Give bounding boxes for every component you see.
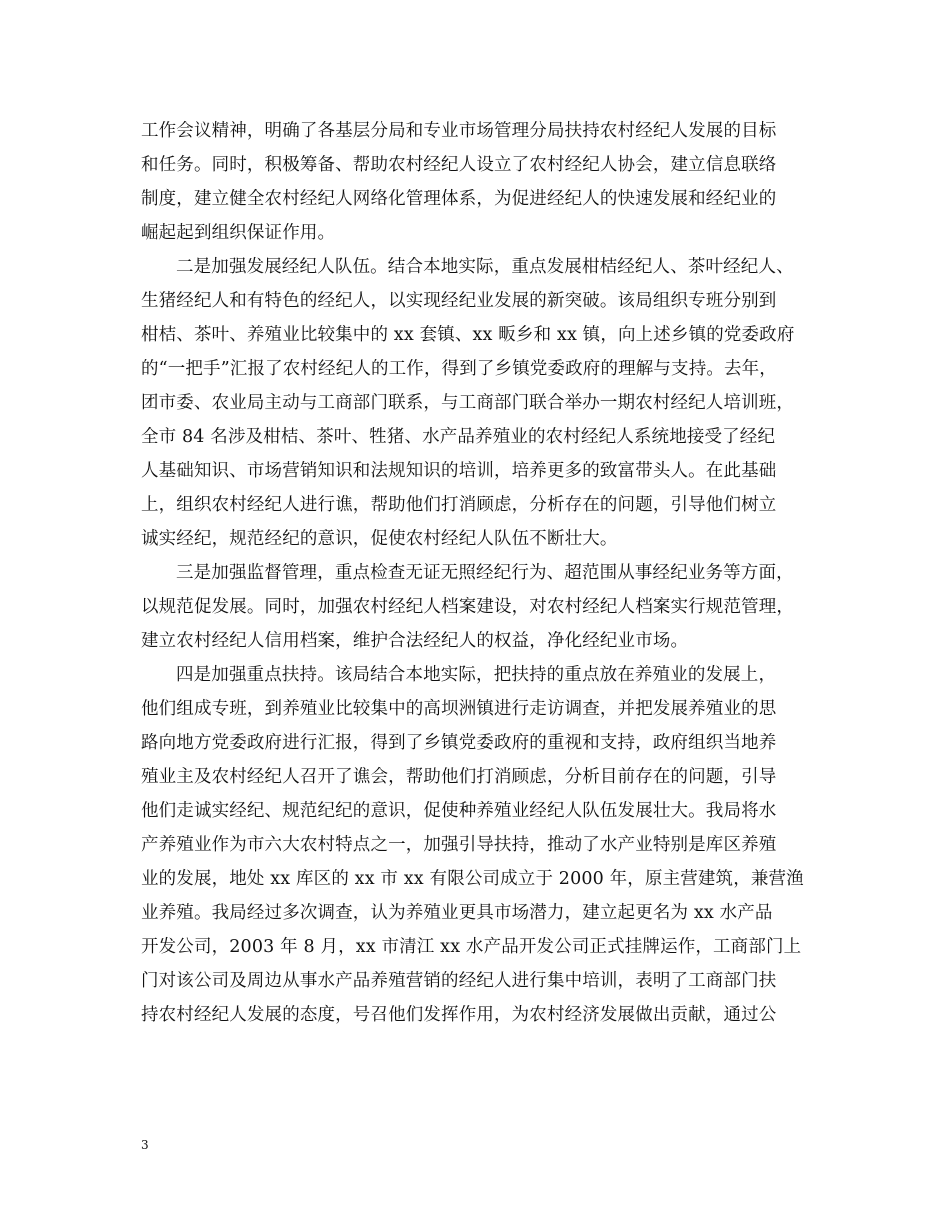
text-line: 制度，建立健全农村经纪人网络化管理体系，为促进经纪人的快速发展和经纪业的 [141,189,777,209]
body-text [141,114,821,1032]
text-line: 开发公司，2003 年 8 月，xx 市清江 xx 水产品开发公司正式挂牌运作，工商部门上 [141,937,802,957]
text-line: 和任务。同时，积极筹备、帮助农村经纪人设立了农村经纪人协会，建立信息联络 [141,155,777,175]
text-line: 的“一把手”汇报了农村经纪人的工作，得到了乡镇党委政府的理解与支持。去年， [141,359,777,379]
text-line: 柑桔、茶叶、养殖业比较集中的 xx 套镇、xx 畈乡和 xx 镇，向上述乡镇的党委政府 [141,325,795,345]
text-line: 他们组成专班，到养殖业比较集中的高坝洲镇进行走访调查，并把发展养殖业的思 [141,699,777,719]
text-line: 他们走诚实经纪、规范纪纪的意识，促使种养殖业经纪人队伍发展壮大。我局将水 [141,801,777,821]
text-line: 团市委、农业局主动与工商部门联系，与工商部门联合举办一期农村经纪人培训班， [141,393,795,413]
text-line: 殖业主及农村经纪人召开了谯会，帮助他们打消顾虑，分析目前存在的问题，引导 [141,767,777,787]
text-line: 持农村经纪人发展的态度，号召他们发挥作用，为农村经济发展做出贡献，通过公 [141,1005,777,1025]
text-line: 产养殖业作为市六大农村特点之一，加强引导扶持，推动了水产业特别是库区养殖 [141,835,777,855]
text-line: 人基础知识、市场营销知识和法规知识的培训，培养更多的致富带头人。在此基础 [141,461,777,481]
text-line: 上，组织农村经纪人进行谯，帮助他们打消顾虑，分析存在的问题，引导他们树立 [141,495,777,515]
text-line: 三是加强监督管理，重点检查无证无照经纪行为、超范围从事经纪业务等方面， [176,563,794,583]
text-line: 诚实经纪，规范经纪的意识，促使农村经纪人队伍不断壮大。 [141,529,618,549]
text-line: 二是加强发展经纪人队伍。结合本地实际，重点发展柑桔经纪人、茶叶经纪人、 [176,257,794,277]
text-line: 全市 84 名涉及柑桔、茶叶、牲猪、水产品养殖业的农村经纪人系统地接受了经纪 [141,427,776,447]
text-line: 生猪经纪人和有特色的经纪人，以实现经纪业发展的新突破。该局组织专班分别到 [141,291,777,311]
text-line: 建立农村经纪人信用档案，维护合法经纪人的权益，净化经纪业市场。 [141,631,689,651]
text-line: 崛起起到组织保证作用。 [141,223,336,243]
text-line: 路向地方党委政府进行汇报，得到了乡镇党委政府的重视和支持，政府组织当地养 [141,733,777,753]
text-line: 业的发展，地处 xx 库区的 xx 市 xx 有限公司成立于 2000 年，原主营建筑，兼营渔 [141,869,804,889]
text-line: 四是加强重点扶持。该局结合本地实际，把扶持的重点放在养殖业的发展上， [176,665,777,685]
page-number: 3 [141,1138,149,1152]
text-line: 业养殖。我局经过多次调查，认为养殖业更具市场潜力，建立起更名为 xx 水产品 [141,903,773,923]
text-line: 以规范促发展。同时，加强农村经纪人档案建设，对农村经纪人档案实行规范管理， [141,597,795,617]
text-line: 门对该公司及周边从事水产品养殖营销的经纪人进行集中培训，表明了工商部门扶 [141,971,777,991]
text-line: 工作会议精神，明确了各基层分局和专业市场管理分局扶持农村经纪人发展的目标 [141,121,777,141]
